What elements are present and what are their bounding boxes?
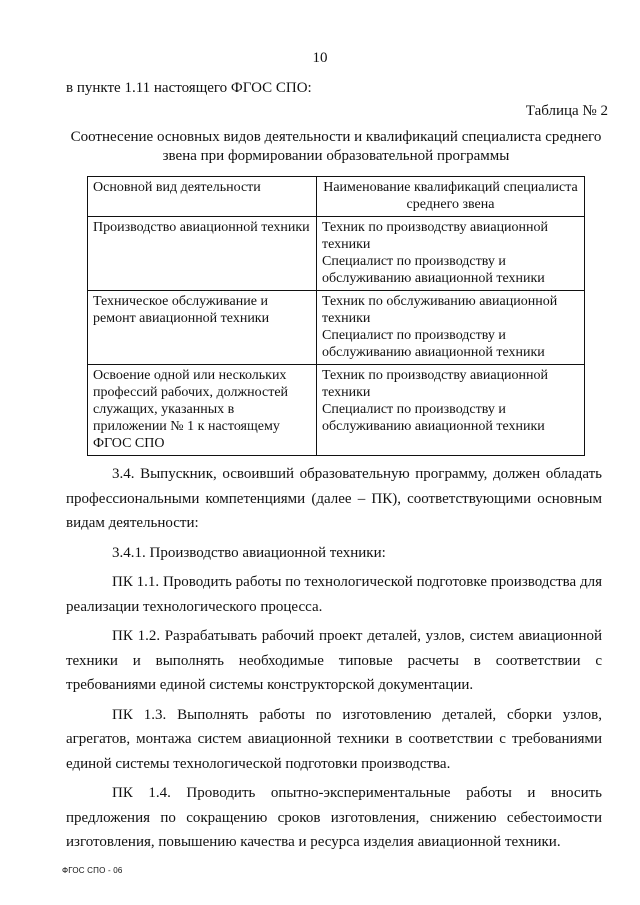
qualification-item: Специалист по производству и обслуживанию авиационной техники [322,254,545,286]
qualifications-cell [317,291,585,365]
table-caption: Соотнесение основных видов деятельности и квалификаций специалиста среднего звена при формировании образовательной программы [70,129,602,164]
paragraph-graduate-competencies: 3.4. Выпускник, освоивший образовательную программу, должен обладать профессиональными компетенциями (далее – ПК), соответствующими основным видам деятельности: [66,466,602,531]
table-header-row [88,177,585,217]
qualifications-table [87,176,585,456]
qualification-item: Техник по производству авиационной техники [322,368,549,400]
page-number: 10 [312,50,328,66]
qualifications-cell [317,365,585,456]
body-text [66,462,602,860]
activity-cell: Освоение одной или нескольких профессий рабочих, должностей служащих, указанных в приложении № 1 к настоящему ФГОС СПО [88,365,317,456]
table-header-activity: Основной вид деятельности [88,177,317,217]
table-row [88,365,585,456]
activity-cell: Производство авиационной техники [88,217,317,291]
table-row [88,291,585,365]
qualifications-cell [317,217,585,291]
qualification-item: Специалист по производству и обслуживанию авиационной техники [322,402,545,434]
table-number: Таблица № 2 [525,103,608,119]
paragraph-pk-1-4: ПК 1.4. Проводить опытно-экспериментальные работы и вносить предложения по сокращению сроков изготовления, снижению себестоимости изготовления, повышению качества и ресурса изделия авиационной техники. [66,785,602,850]
paragraph-pk-1-3: ПК 1.3. Выполнять работы по изготовлению деталей, сборки узлов, агрегатов, монтажа систем авиационной техники в соответствии с требованиями единой системы технологической подготовки производства. [66,706,602,772]
qualification-item: Техник по производству авиационной техники [322,220,549,252]
qualification-item: Специалист по производству и обслуживанию авиационной техники [322,328,545,360]
paragraph-pk-1-2: ПК 1.2. Разрабатывать рабочий проект деталей, узлов, систем авиационной техники и выполнять необходимые типовые расчеты в соответствии с требованиями единой системы конструкторской документации. [66,628,602,693]
table-header-qualifications: Наименование квалификаций специалиста среднего звена [317,177,585,217]
intro-line: в пункте 1.11 настоящего ФГОС СПО: [66,80,312,96]
footer-mark: ФГОС СПО - 06 [62,866,123,875]
qualification-item: Техник по обслуживанию авиационной техники [322,294,558,326]
paragraph-section-3-4-1: 3.4.1. Производство авиационной техники: [112,544,386,561]
activity-cell: Техническое обслуживание и ремонт авиационной техники [88,291,317,365]
paragraph-pk-1-1: ПК 1.1. Проводить работы по технологической подготовке производства для реализации технологического процесса. [66,574,602,615]
table-row [88,217,585,291]
